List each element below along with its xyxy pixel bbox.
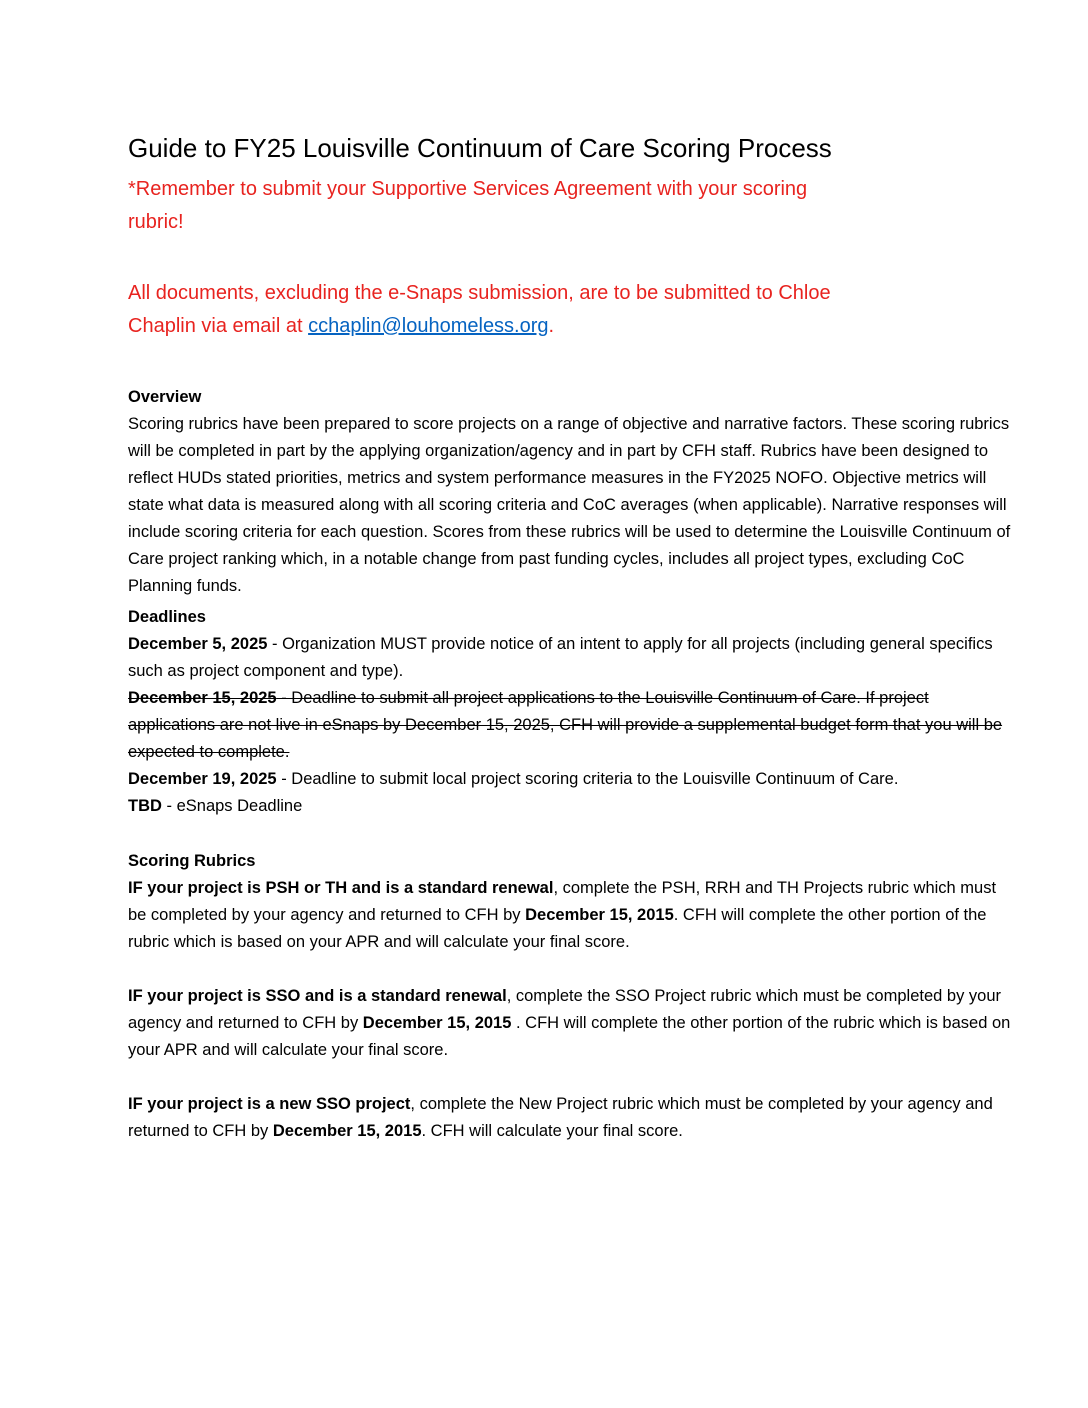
deadline-date: TBD xyxy=(128,797,162,815)
scoring-rubrics-heading: Scoring Rubrics xyxy=(128,852,256,870)
rubric-deadline-date: December 15, 2015 xyxy=(272,1122,422,1140)
rubric-condition: IF your project is SSO and is a standard renewal xyxy=(128,987,507,1005)
deadline-text: - Deadline to submit local project scoring criteria to the Louisville Continuum of Care. xyxy=(276,770,899,788)
email-link[interactable]: cchaplin@louhomeless.org xyxy=(308,315,549,337)
submission-notice xyxy=(128,277,1012,343)
reminder-line-2: rubric! xyxy=(128,211,184,233)
deadline-text: - Organization MUST provide notice of an intent to apply for all projects (including general specifics such as project component and type). xyxy=(128,635,993,680)
deadline-date: December 19, 2025 xyxy=(128,770,277,788)
submission-line-2-prefix: Chaplin via email at xyxy=(128,315,309,337)
rubric-paragraph-psh-th xyxy=(128,875,1012,956)
submission-line-2 xyxy=(128,310,1012,343)
rubric-paragraph-new-sso xyxy=(128,1091,1012,1145)
rubric-instructions: , complete the New Project rubric which must be completed by your agency and returned to CFH by xyxy=(128,1095,993,1140)
deadline-text: - eSnaps Deadline xyxy=(161,797,303,815)
deadline-item-intent xyxy=(128,631,1012,685)
deadline-date: December 5, 2025 xyxy=(128,635,268,653)
overview-paragraph: Scoring rubrics have been prepared to score projects on a range of objective and narrative factors. These scoring rubrics will be completed in part by the applying organization/agency and in part by CFH staff. Rubrics have been designed to reflect HUDs stated priorities, metrics and system performance measures in the FY2025 NOFO. Objective metrics will state what data is measured along with all scoring criteria and CoC averages (when applicable). Narrative responses will include scoring criteria for each question. Scores from these rubrics will be used to determine the Louisville Continuum of Care project ranking which, in a notable change from past funding cycles, includes all project types, excluding CoC Planning funds. xyxy=(128,415,1011,595)
submission-line-2-suffix: . xyxy=(548,315,555,337)
deadline-text: - Deadline to submit all project applications to the Louisville Continuum of Care. If project applications are not live in eSnaps by December 15, 2025, CFH will provide a supplemental budget form that you will be expected to complete. xyxy=(128,689,1003,761)
overview-heading: Overview xyxy=(128,388,202,406)
deadlines-heading: Deadlines xyxy=(128,608,206,626)
rubric-condition: IF your project is a new SSO project xyxy=(128,1095,411,1113)
reminder-line-1: *Remember to submit your Supportive Services Agreement with your scoring xyxy=(128,178,808,200)
deadline-item-applications-struck xyxy=(128,685,1012,766)
rubric-instructions: , complete the SSO Project rubric which must be completed by your agency and returned to CFH by xyxy=(128,987,1002,1032)
rubric-condition: IF your project is PSH or TH and is a standard renewal xyxy=(128,879,554,897)
deadline-date: December 15, 2025 xyxy=(128,689,277,707)
rubric-instructions: , complete the PSH, RRH and TH Projects rubric which must be completed by your agency and returned to CFH by xyxy=(128,879,997,924)
submission-line-1: All documents, excluding the e-Snaps submission, are to be submitted to Chloe xyxy=(128,282,831,304)
rubric-paragraph-sso-renewal xyxy=(128,983,1012,1064)
rubric-instructions-tail: . CFH will calculate your final score. xyxy=(421,1122,683,1140)
deadline-item-scoring-criteria xyxy=(128,766,1012,793)
rubric-instructions-tail: . CFH will complete the other portion of the rubric which is based on your APR and will calculate your final score. xyxy=(128,906,987,951)
rubric-deadline-date: December 15, 2015 xyxy=(525,906,674,924)
rubric-instructions-tail: . CFH will complete the other portion of the rubric which is based on your APR and will calculate your final score. xyxy=(128,1014,1011,1059)
deadline-item-esnaps xyxy=(128,793,1012,820)
rubric-deadline-date: December 15, 2015 xyxy=(362,1014,512,1032)
page-title: Guide to FY25 Louisville Continuum of Care Scoring Process xyxy=(128,133,832,163)
reminder-notice xyxy=(128,173,1012,239)
